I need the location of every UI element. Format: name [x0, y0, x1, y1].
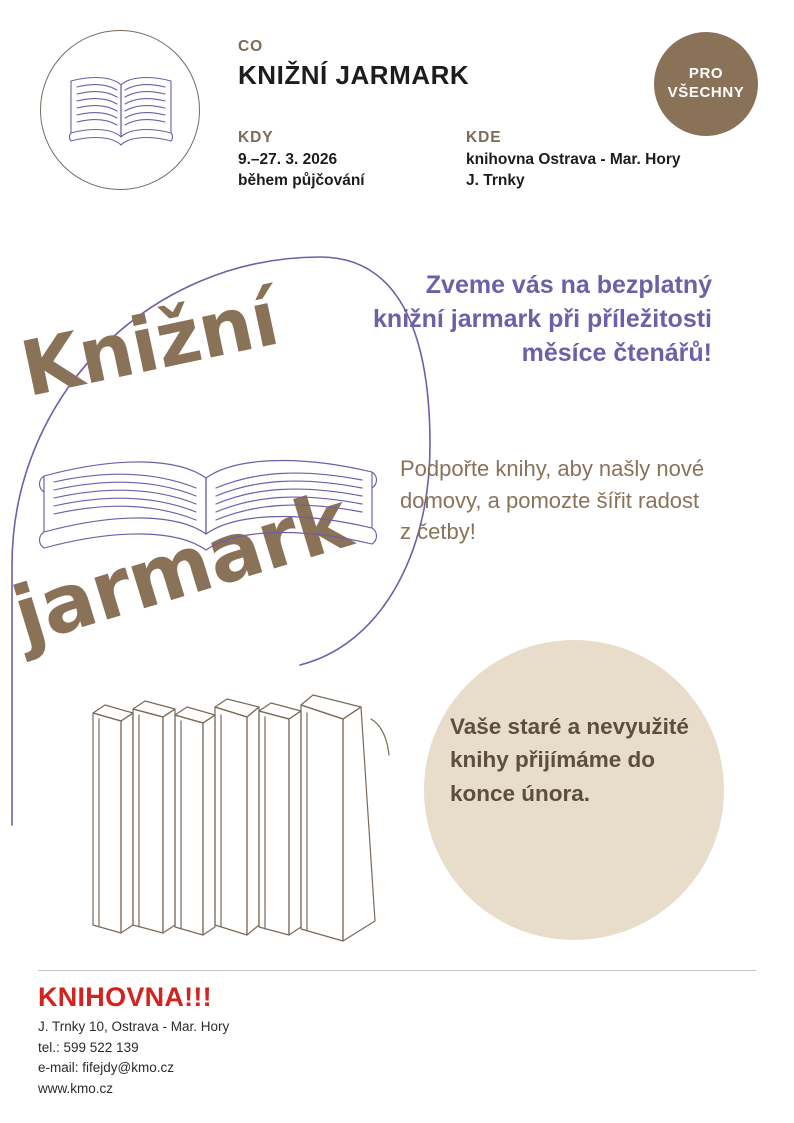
- subtext: Podpořte knihy, aby našly nové domovy, a pomozte šířit radost z četby!: [400, 456, 705, 545]
- event-street: J. Trnky: [466, 172, 525, 189]
- label-kdy: KDY: [238, 129, 274, 146]
- art-word-jarmark: jarmark: [2, 473, 361, 663]
- label-kde: KDE: [466, 129, 502, 146]
- open-book-logo-icon: [63, 71, 179, 151]
- poster-header: [0, 0, 794, 215]
- contact-phone: tel.: 599 522 139: [38, 1039, 139, 1055]
- art-word-knizni: Knižní: [13, 273, 286, 414]
- highlight-text: Vaše staré a nevyužité knihy přijímáme do konce února.: [450, 714, 689, 806]
- audience-badge: [654, 32, 758, 136]
- contact-block: [38, 1017, 229, 1099]
- library-name: KNIHOVNA!!!: [38, 982, 212, 1012]
- footer-divider: [38, 970, 756, 971]
- event-time-note: během půjčování: [238, 172, 365, 189]
- poster-title: KNIŽNÍ JARMARK: [238, 60, 470, 90]
- poster-main: [0, 215, 794, 960]
- badge-line-1: PRO: [688, 65, 724, 83]
- logo-circle: [40, 30, 200, 190]
- stacked-books-illustration-icon: [75, 685, 425, 945]
- badge-line-2: VŠECHNY: [667, 84, 745, 101]
- open-book-illustration-icon: [28, 450, 388, 560]
- contact-web: www.kmo.cz: [38, 1080, 114, 1096]
- label-co: CO: [238, 38, 264, 55]
- contact-address: J. Trnky 10, Ostrava - Mar. Hory: [38, 1019, 230, 1034]
- contact-email: e-mail: fifejdy@kmo.cz: [38, 1060, 174, 1076]
- event-venue: knihovna Ostrava - Mar. Hory: [466, 151, 681, 168]
- headline-text: Zveme vás na bezplatný knižní jarmark při příležitosti měsíce čtenářů!: [373, 271, 712, 367]
- event-date: 9.–27. 3. 2026: [238, 151, 338, 168]
